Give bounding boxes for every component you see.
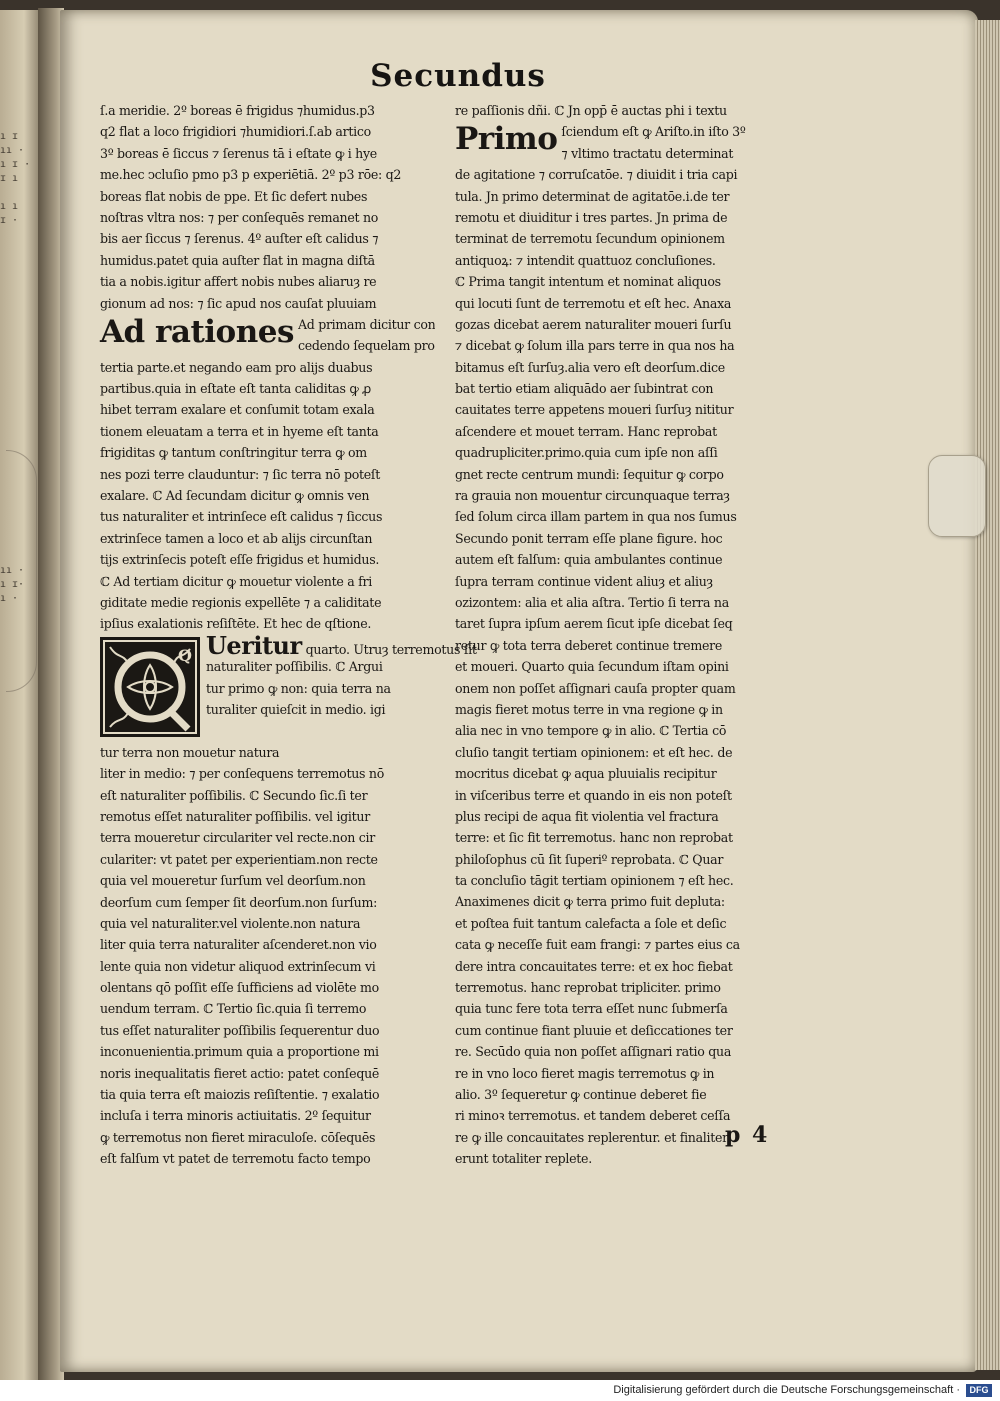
text-line: erunt totaliter replete. [455,1151,592,1167]
text-line: ra grauia non mouentur circunquaque terraȝ [455,488,730,504]
text-line: tus eſſet naturaliter poſſibilis ſequerentur duo [100,1022,380,1038]
text-line: extrinſece tamen a loco et ab alijs circunſtan [100,530,373,546]
section-heading-primo [455,121,815,164]
text-line: eſt naturaliter poſſibilis. ℂ Secundo ſic.ſi ter [100,787,368,803]
margin-mark [0,368,40,382]
text-line: qui locuti ſunt de terremotu et eſt hec. Anaxa [455,295,732,311]
running-header-text: Secundus [370,58,546,94]
text-line: ri minoꝛ terremotus. et tandem deberet ceſſa [455,1108,731,1124]
text-line: Anaximenes dicit ꝙ terra primo fuit depluta: [455,894,725,910]
margin-mark [0,284,40,298]
text-line: cauitates terre appetens moueri ſurſuȝ nititur [455,402,734,418]
margin-mark [0,228,40,242]
text-line: turaliter quieſcit in medio. igi [206,701,386,717]
text-line: in viſceribus terre et quando in eis non poteſt [455,787,732,803]
text-line: tertia parte.et negando eam pro alijs duabus [100,359,373,375]
text-line: tula. Jn primo determinat de agitatōe.i.de ter [455,188,730,204]
text-line: autem eſt falſum: quia ambulantes continue [455,552,723,568]
text-line: ozizontem: alia et alia aſtra. Tertio ſi terra na [455,595,729,610]
text-line: ſ.a meridie. 2º boreas ē frigidus ⁊humidus.p3 [100,103,375,118]
text-line: gozas dicebat aerem naturaliter moueri ſurſu [455,316,732,332]
text-line: ſupra terram continue vident aliuȝ et aliuȝ [455,573,713,589]
margin-mark [0,452,40,466]
text-line: ta concluſio tāgit tertiam opinionem ⁊ eſt hec. [455,873,734,889]
margin-mark: ɪ ı [0,173,19,184]
text-line: naturaliter poſſibilis. ℂ Argui [206,659,383,675]
margin-mark [0,256,40,270]
text-line: quia tunc fere tota terra eſſet nunc ſubmerſa [455,1001,728,1017]
text-line: tur primo ꝙ non: quia terra na [206,680,391,696]
text-line: re ꝙ ille concauitates replerentur. et finaliter [455,1129,728,1145]
text-line: tus naturaliter et intrinſece eſt calidus ⁊ ſiccus [100,509,383,525]
text-line: culariter: vt patet per experientiam.non recte [100,851,378,867]
text-line: ℂ Prima tangit intentum et nominat aliquos [455,274,721,290]
margin-mark: ı ɪ· [0,579,25,590]
text-line: alio. 3º ſequeretur ꝙ continue deberet fie [455,1086,707,1102]
margin-mark [0,326,40,340]
running-header [0,58,1000,94]
margin-mark [0,340,40,354]
heading-text: Ueritur [206,630,302,660]
text-line: gionum ad nos: ⁊ ſic apud nos cauſat pluuiam [100,295,377,311]
text-line: ipſius exalationis reſiſtēte. Et hec de qſtione. [100,616,372,632]
margin-mark [0,312,40,326]
text-line: exalare. ℂ Ad ſecundam dicitur ꝙ omnis ven [100,488,370,504]
text-line: quadrupliciter.primo.quia cum ipſe non aſſi [455,445,718,461]
text-line: et moueri. Quarto quia ſecundum iſtam opini [455,659,729,675]
text-line: cedendo ſequelam pro [297,338,435,354]
margin-mark [0,382,40,396]
margin-mark [0,480,40,494]
heading-text: Primo [455,121,558,158]
text-line: antiquoꝝ: ⁊ intendit quattuoz concluſiones. [455,252,716,268]
text-line: ꝙ terremotus non fieret miraculoſe. cōſequēs [100,1129,376,1145]
margin-mark: ı ɪ · [0,159,31,170]
text-line: inconuenientia.primum quia a proportione mi [100,1044,379,1060]
text-line: hibet terram exalare et conſumit totam exala [100,402,375,418]
margin-mark [0,536,40,550]
margin-mark: ɪ · [0,215,19,226]
floral-initial-icon [102,639,198,735]
margin-mark [0,522,40,536]
margin-mark [0,438,40,452]
text-line: ⁊ dicebat ꝙ ſolum illa pars terre in qua nos ha [455,338,735,354]
text-line: aſcendere et mouet terram. Hanc reprobat [455,423,717,439]
dfg-logo[interactable]: DFG [966,1384,992,1397]
text-line: deorſum cum ſemper ſit deorſum.non ſurſum: [100,894,378,910]
text-line: cum continue fiant pluuie et deſiccationes ter [455,1022,733,1038]
margin-mark [0,410,40,424]
text-line: re paſſionis dñi. ℂ Jn opp̄ ē auctas phi i textu [455,103,727,118]
text-line: me.hec ↄcluſio pmo p3 p experiētiā. 2º p3 rōe: q2 [100,167,402,183]
text-line: liter in medio: ⁊ per conſequens terremotus nō [100,766,384,782]
text-line: remotus eſſet naturaliter poſſibilis. vel igitur [100,808,370,824]
section-heading-ad-rationes [100,314,460,357]
text-line: tia a nobis.igitur affert nobis nubes aliaruȝ re [100,274,377,290]
text-line: noſtras vltra nos: ⁊ per conſequēs remanet no [100,209,379,225]
margin-mark [0,242,40,256]
text-line: taret ſupra ipſum aerem ſicut ipſe dicebat ſeq [455,616,733,632]
text-line: Ad primam dicitur con [297,316,436,332]
text-line: bitamus eſt ſurſuȝ.alia vero eſt deorſum.dice [455,359,725,375]
page-clip [928,455,986,537]
text-line: uendum terram. ℂ Tertio ſic.quia ſi terremo [100,1001,367,1017]
text-line: tionem eleuatam a terra et in hyeme eſt tanta [100,423,379,439]
margin-mark [0,270,40,284]
footer-credit: Digitalisierung gefördert durch die Deutsche Forschungsgemeinschaft · [613,1384,960,1396]
margin-mark [0,396,40,410]
margin-mark [0,186,40,200]
text-line: quarto. Utruȝ terremotus ſit [305,641,477,657]
text-line: terminat de terremotu ſecundum opinionem [455,231,725,247]
text-line: bis aer ſiccus ⁊ ſerenus. 4º auſter eſt calidus ⁊ [100,231,379,247]
facing-page-marks [0,130,40,606]
footer-bar [0,1380,1000,1401]
text-line: terre: et ſic fit terremotus. hanc non reprobat [455,830,733,846]
text-line: alia nec in vno tempore ꝙ in alio. ℂ Tertia cō [455,723,727,739]
text-line: boreas flat nobis de ppe. Et ſic defert nubes [100,188,368,204]
text-line: remotu et diuiditur i tres partes. Jn prima de [455,209,728,225]
text-line: tur terra non mouetur natura [100,744,280,760]
text-line: ſciendum eſt ꝙ Ariſto.in iſto 3º [561,124,746,140]
quaestio-opening [100,630,477,742]
margin-mark [0,550,40,564]
text-line: re in vno loco fieret magis terremotus ꝙ in [455,1065,715,1081]
text-line: dere intra concauitates terre: et ex hoc fiebat [455,958,733,974]
text-line: giditate medie regionis expellēte ⁊ a caliditate [100,595,382,610]
text-line: terremotus. hanc reprobat tripliciter. primo [455,980,721,996]
margin-mark [0,354,40,368]
text-line: bat tertio etiam aliquādo aer ſubintrat con [455,381,714,397]
left-column [100,100,477,1170]
text-line: ſed ſolum circa illam partem in qua nos ſumus [455,509,737,525]
text-line: cata ꝙ neceſſe fuit eam frangi: ⁊ partes eius ca [455,937,740,953]
text-line: retur ꝙ tota terra deberet continue tremere [455,637,722,653]
text-line: de agitatione ⁊ corruſcatōe. ⁊ diuidit i tria capi [455,167,738,183]
margin-mark: ı ɪ [0,131,19,142]
text-line: olentans qō poſſit eſſe ſufficiens ad violēte mo [100,980,379,996]
text-line: terra moueretur circulariter vel recte.non cir [100,830,375,846]
text-line: frigiditas ꝙ tantum conſtringitur terra ꝙ om [100,445,367,461]
text-line: gnet recte centrum mundi: ſequitur ꝙ corpo [455,466,724,482]
margin-mark: ıı · [0,145,25,156]
margin-mark [0,424,40,438]
text-line: lente quia non videtur aliquod extrinſecum vi [100,958,376,974]
text-line: liter quia terra naturaliter aſcenderet.non vio [100,937,377,953]
text-line: et poſtea fuit tantum calefacta a ſole et deſic [455,915,727,931]
decorated-initial-q [100,637,200,737]
text-line: eſt falſum vt patet de terremotu facto tempo [100,1151,371,1167]
text-line: tijs extrinſecis poteſt eſſe frigidus et humidus. [100,552,380,568]
margin-mark [0,298,40,312]
text-line: incluſa i terra minoris actiuitatis. 2º ſequitur [100,1108,371,1124]
margin-mark: ıı · [0,565,25,576]
text-line: tia quia terra eſt maiozis reſiſtentie. ⁊ exalatio [100,1087,380,1103]
margin-mark [0,466,40,480]
margin-mark: ı ı [0,201,19,212]
text-line: re. Secūdo quia non poſſet aſſignari ratio qua [455,1044,732,1060]
text-line: quia vel moueretur ſurſum vel deorſum.non [100,873,366,889]
text-line: Secundo ponit terram eſſe plane figure. hoc [455,530,723,546]
margin-mark [0,508,40,522]
text-line: nes pozi terre clauduntur: ⁊ ſic terra nō poteſt [100,466,381,482]
text-line: noris inequalitatis fieret actio: patet conſequē [100,1065,380,1081]
text-line: partibus.quia in eſtate eſt tanta caliditas ꝙ ꝓ [100,381,371,397]
text-line: quia vel naturaliter.vel violente.non natura [100,915,361,931]
heading-text: Ad rationes [100,313,294,350]
text-line: ⁊ vltimo tractatu determinat [561,145,734,161]
page-stack-edges [975,20,1000,1370]
text-line: plus recipi de aqua fit violentia vel fractura [455,808,719,824]
margin-mark [0,494,40,508]
initial-letter: Q [178,645,192,665]
text-line: q2 flat a loco frigidiori ⁊humidiori.ſ.ab artico [100,124,371,140]
text-line: ℂ Ad tertiam dicitur ꝙ mouetur violente a fri [100,573,372,589]
text-line: 3º boreas ē ſiccus ⁊ ſerenus tā i eſtate ꝙ i hye [100,145,377,161]
right-column [455,100,815,1170]
signature-mark: p 4 [725,1122,770,1148]
text-line: magis fieret motus terre in vna regione ꝙ in [455,701,723,717]
text-line: cluſio tangit tertiam opinionem: et eſt hec. de [455,744,733,760]
margin-mark: ı · [0,593,19,604]
text-line: mocritus dicebat ꝙ aqua pluuialis recipitur [455,766,717,782]
text-line: humidus.patet quia auſter flat in magna diſtā [100,252,375,268]
text-line: philoſophus cū ſit ſuperiº reprobata. ℂ Quar [455,851,724,867]
text-line: onem non poſſet aſſignari cauſa propter quam [455,680,736,696]
